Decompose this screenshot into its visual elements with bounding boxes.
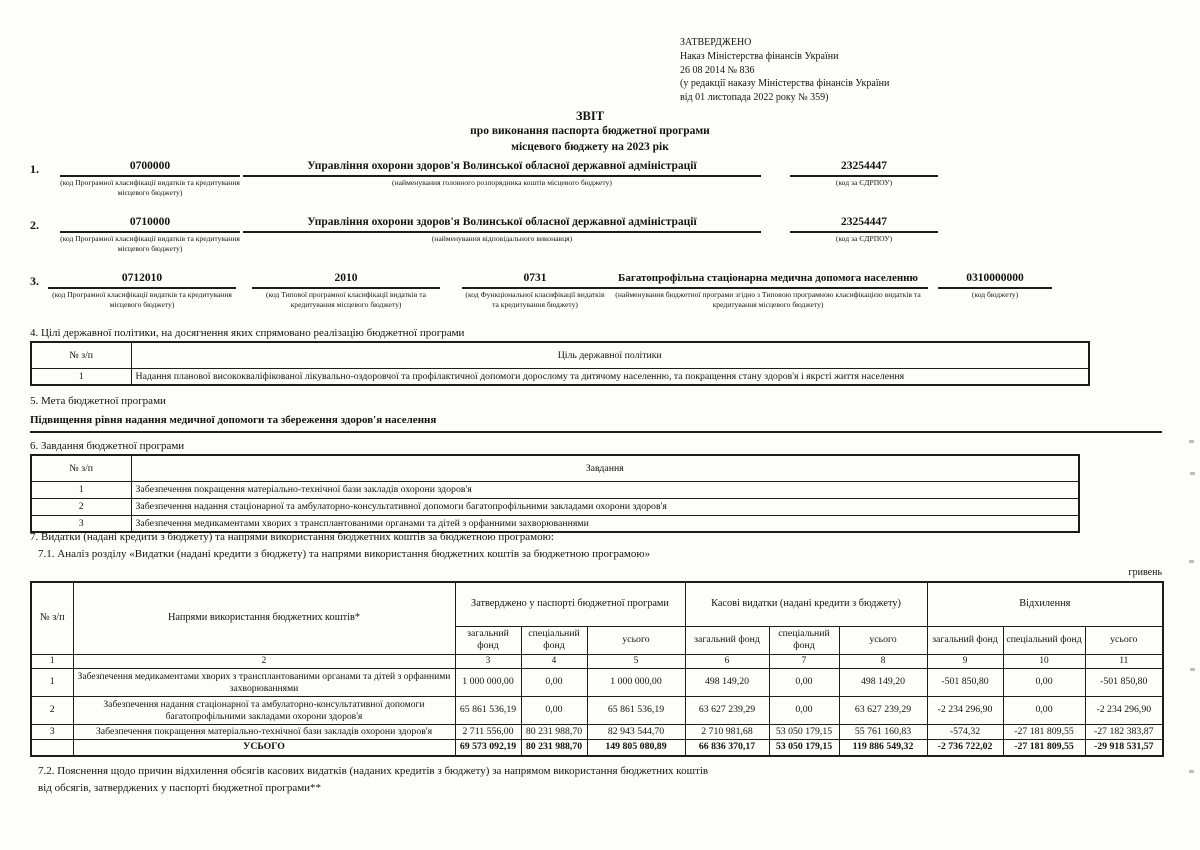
goals-col-num: № з/п bbox=[31, 342, 131, 368]
cell-value: 498 149,20 bbox=[685, 669, 769, 697]
item-1-name-field bbox=[243, 160, 761, 188]
functional-code-label: (код Функціональної класифікації видатків та кредитування бюджету) bbox=[465, 290, 605, 309]
row-num: 2 bbox=[31, 697, 73, 725]
total-value: 66 836 370,17 bbox=[685, 740, 769, 756]
cell-value: 2 710 981,68 bbox=[685, 725, 769, 740]
col-directions-header: Напрями використання бюджетних коштів* bbox=[73, 582, 455, 654]
scan-artifact bbox=[1189, 770, 1194, 773]
cell-value: 63 627 239,29 bbox=[839, 697, 927, 725]
item-1-number: 1. bbox=[30, 162, 39, 176]
col-index: 8 bbox=[839, 654, 927, 669]
cell-value: 82 943 544,70 bbox=[587, 725, 685, 740]
program-code-label: (код Програмної класифікації видатків та кредитування місцевого бюджету) bbox=[60, 178, 240, 197]
item-2-program-code-field bbox=[60, 216, 240, 254]
document-title bbox=[0, 109, 1180, 155]
expenditure-analysis-table bbox=[30, 581, 1164, 757]
item-3-budget-code-field bbox=[938, 272, 1052, 300]
program-code: 0700000 bbox=[60, 160, 240, 177]
cell-value: 0,00 bbox=[521, 669, 587, 697]
col-index: 7 bbox=[769, 654, 839, 669]
col-index: 3 bbox=[455, 654, 521, 669]
subcol-total: усього bbox=[839, 626, 927, 654]
col-index: 11 bbox=[1085, 654, 1163, 669]
approval-block bbox=[680, 36, 889, 105]
goals-table bbox=[30, 341, 1090, 386]
cell-value: 0,00 bbox=[521, 697, 587, 725]
tasks-col-num: № з/п bbox=[31, 455, 131, 481]
cell-value: 0,00 bbox=[769, 669, 839, 697]
cell-value: -501 850,80 bbox=[1085, 669, 1163, 697]
row-direction: Забезпечення медикаментами хворих з трансплантованими органами та дітей з орфанними захворюваннями bbox=[73, 669, 455, 697]
total-value: 149 805 080,89 bbox=[587, 740, 685, 756]
goals-header-row bbox=[31, 342, 1089, 368]
functional-code: 0731 bbox=[462, 272, 608, 289]
task-num: 2 bbox=[31, 498, 131, 515]
cell-value: 65 861 536,19 bbox=[587, 697, 685, 725]
col-index: 6 bbox=[685, 654, 769, 669]
subcol-general-fund: загальний фонд bbox=[927, 626, 1003, 654]
tasks-row bbox=[31, 498, 1079, 515]
task-text: Забезпечення покращення матеріально-технічної бази закладів охорони здоров'я bbox=[131, 481, 1079, 498]
col-index: 2 bbox=[73, 654, 455, 669]
cell-value: 0,00 bbox=[1003, 697, 1085, 725]
cell-value: 63 627 239,29 bbox=[685, 697, 769, 725]
column-index-row bbox=[31, 654, 1163, 669]
cell-value: 1 000 000,00 bbox=[455, 669, 521, 697]
cell-value: 55 761 160,83 bbox=[839, 725, 927, 740]
section-5-title: 5. Мета бюджетної програми bbox=[30, 395, 166, 407]
program-goal-text: Підвищення рівня надання медичної допомоги та збереження здоров'я населення bbox=[30, 414, 437, 426]
cell-value: -2 234 296,90 bbox=[927, 697, 1003, 725]
task-text: Забезпечення медикаментами хворих з трансплантованими органами та дітей з орфанними захворюваннями bbox=[131, 515, 1079, 532]
cell-value: 1 000 000,00 bbox=[587, 669, 685, 697]
edrpou-label: (код за ЄДРПОУ) bbox=[835, 178, 893, 187]
item-3-functional-code-field bbox=[462, 272, 608, 310]
cell-value: 65 861 536,19 bbox=[455, 697, 521, 725]
section-6-title: 6. Завдання бюджетної програми bbox=[30, 440, 185, 452]
goal-text: Надання планової висококваліфікованої лікувально-оздоровчої та профілактичної допомоги дорослому та дитячому населенню, та покращення стану здоров'я і якрсті життя населення bbox=[131, 368, 1089, 385]
tasks-row bbox=[31, 515, 1079, 532]
responsible-executor-label: (найменування відповідального виконавця) bbox=[431, 234, 573, 243]
col-index: 4 bbox=[521, 654, 587, 669]
subcol-special-fund: спеціальний фонд bbox=[521, 626, 587, 654]
subcol-total: усього bbox=[587, 626, 685, 654]
tasks-row bbox=[31, 481, 1079, 498]
total-value: -27 181 809,55 bbox=[1003, 740, 1085, 756]
budget-code: 0310000000 bbox=[938, 272, 1052, 289]
approval-line: 26 08 2014 № 836 bbox=[680, 64, 755, 76]
scan-artifact bbox=[1190, 668, 1195, 671]
col-num-header: № з/п bbox=[31, 582, 73, 654]
section-7-title: 7. Видатки (надані кредити з бюджету) та напрями використання бюджетних коштів за бюджетною програмою: bbox=[30, 531, 554, 543]
col-index: 9 bbox=[927, 654, 1003, 669]
total-value: 80 231 988,70 bbox=[521, 740, 587, 756]
cell-value: 2 711 556,00 bbox=[455, 725, 521, 740]
section-7-1-subtitle: 7.1. Аналіз розділу «Видатки (надані кредити з бюджету) та напрями використання бюджетних коштів за бюджетною програмою» bbox=[38, 548, 651, 560]
col-index: 10 bbox=[1003, 654, 1085, 669]
budget-program-name: Багатопрофільна стаціонарна медична допомога населенню bbox=[608, 272, 928, 289]
section-4-title: 4. Цілі державної політики, на досягнення яких спрямовано реалізацію бюджетної програми bbox=[30, 327, 465, 339]
program-code: 0712010 bbox=[48, 272, 236, 289]
subcol-general-fund: загальний фонд bbox=[685, 626, 769, 654]
budget-program-label: (найменування бюджетної програми згідно з Типовою програмною класифікацією видатків та кредитування місцевого бюджету) bbox=[615, 290, 921, 309]
title-line-3: місцевого бюджету на 2023 рік bbox=[511, 140, 669, 153]
item-2-name-field bbox=[243, 216, 761, 244]
program-goal-statement bbox=[30, 410, 1162, 433]
total-value: -2 736 722,02 bbox=[927, 740, 1003, 756]
subcol-special-fund: спеціальний фонд bbox=[1003, 626, 1085, 654]
tasks-table bbox=[30, 454, 1080, 533]
program-code-label: (код Програмної класифікації видатків та кредитування місцевого бюджету) bbox=[52, 290, 232, 309]
scan-artifact bbox=[1189, 560, 1194, 563]
approval-line: ЗАТВЕРДЖЕНО bbox=[680, 37, 752, 48]
section-7-2-text bbox=[38, 763, 1098, 797]
row-direction: Забезпечення покращення матеріально-технічної бази закладів охорони здоров'я bbox=[73, 725, 455, 740]
row-num: 1 bbox=[31, 669, 73, 697]
subcol-general-fund: загальний фонд bbox=[455, 626, 521, 654]
group-deviation-header: Відхилення bbox=[927, 582, 1163, 626]
section-7-2-line-1: 7.2. Пояснення щодо причин відхилення обсягів касових видатків (наданих кредитів з бюджету) за напрямом використання бюджетних коштів bbox=[38, 765, 709, 777]
edrpou-code: 23254447 bbox=[790, 160, 938, 177]
approval-line: від 01 листопада 2022 року № 359) bbox=[680, 92, 829, 104]
group-approved-header: Затверджено у паспорті бюджетної програми bbox=[455, 582, 685, 626]
expenditure-header-row bbox=[31, 582, 1163, 626]
scan-artifact bbox=[1189, 440, 1194, 443]
total-label: УСЬОГО bbox=[73, 740, 455, 756]
row-num: 3 bbox=[31, 725, 73, 740]
item-2-edrpou-field bbox=[790, 216, 938, 244]
total-value: 69 573 092,19 bbox=[455, 740, 521, 756]
cell-value: -501 850,80 bbox=[927, 669, 1003, 697]
subcol-special-fund: спеціальний фонд bbox=[769, 626, 839, 654]
total-empty-cell bbox=[31, 740, 73, 756]
approval-line: Наказ Міністерства фінансів України bbox=[680, 50, 839, 62]
cell-value: 80 231 988,70 bbox=[521, 725, 587, 740]
task-text: Забезпечення надання стаціонарної та амбулаторно-консультативної допомоги багатопрофільними закладами охорони здоров'я bbox=[131, 498, 1079, 515]
currency-note: гривень bbox=[1128, 567, 1162, 578]
cell-value: -27 181 809,55 bbox=[1003, 725, 1085, 740]
program-code: 0710000 bbox=[60, 216, 240, 233]
program-code-label: (код Програмної класифікації видатків та кредитування місцевого бюджету) bbox=[60, 234, 240, 253]
typical-program-code: 2010 bbox=[252, 272, 440, 289]
cell-value: 53 050 179,15 bbox=[769, 725, 839, 740]
tasks-col-task: Завдання bbox=[131, 455, 1079, 481]
item-3-program-name-field bbox=[608, 272, 928, 310]
total-value: 119 886 549,32 bbox=[839, 740, 927, 756]
edrpou-label: (код за ЄДРПОУ) bbox=[835, 234, 893, 243]
cell-value: 0,00 bbox=[769, 697, 839, 725]
total-value: 53 050 179,15 bbox=[769, 740, 839, 756]
cell-value: 498 149,20 bbox=[839, 669, 927, 697]
expenditure-row bbox=[31, 697, 1163, 725]
cell-value: 0,00 bbox=[1003, 669, 1085, 697]
approval-line: (у редакції наказу Міністерства фінансів України bbox=[680, 78, 890, 90]
goals-col-goal: Ціль державної політики bbox=[131, 342, 1089, 368]
item-3-typical-code-field bbox=[252, 272, 440, 310]
item-3-number: 3. bbox=[30, 274, 39, 288]
subcol-total: усього bbox=[1085, 626, 1163, 654]
scan-artifact bbox=[1190, 472, 1195, 475]
item-2-number: 2. bbox=[30, 218, 39, 232]
group-cash-header: Касові видатки (надані кредити з бюджету) bbox=[685, 582, 927, 626]
goal-num: 1 bbox=[31, 368, 131, 385]
col-index: 1 bbox=[31, 654, 73, 669]
main-administrator-label: (найменування головного розпорядника коштів місцевого бюджету) bbox=[392, 178, 612, 187]
task-num: 1 bbox=[31, 481, 131, 498]
cell-value: -574,32 bbox=[927, 725, 1003, 740]
cell-value: -2 234 296,90 bbox=[1085, 697, 1163, 725]
row-direction: Забезпечення надання стаціонарної та амбулаторно-консультативної допомоги багатопрофільними закладами охорони здоров'я bbox=[73, 697, 455, 725]
budget-code-label: (код бюджету) bbox=[971, 290, 1019, 299]
main-administrator-name: Управління охорони здоров'я Волинської обласної державної адміністрації bbox=[243, 160, 761, 177]
tasks-header-row bbox=[31, 455, 1079, 481]
goals-row bbox=[31, 368, 1089, 385]
cell-value: -27 182 383,87 bbox=[1085, 725, 1163, 740]
item-1-program-code-field bbox=[60, 160, 240, 198]
expenditure-row bbox=[31, 725, 1163, 740]
col-index: 5 bbox=[587, 654, 685, 669]
total-value: -29 918 531,57 bbox=[1085, 740, 1163, 756]
task-num: 3 bbox=[31, 515, 131, 532]
edrpou-code: 23254447 bbox=[790, 216, 938, 233]
section-7-2-line-2: від обсягів, затверджених у паспорті бюджетної програми** bbox=[38, 782, 322, 795]
item-1-edrpou-field bbox=[790, 160, 938, 188]
title-line-2: про виконання паспорта бюджетної програми bbox=[470, 125, 710, 137]
typical-program-code-label: (код Типової програмної класифікації видатків та кредитування місцевого бюджету) bbox=[265, 290, 426, 309]
responsible-executor-name: Управління охорони здоров'я Волинської обласної державної адміністрації bbox=[243, 216, 761, 233]
title-line-1: ЗВІТ bbox=[575, 109, 605, 123]
item-3-program-code-field bbox=[48, 272, 236, 310]
expenditure-row bbox=[31, 669, 1163, 697]
total-row bbox=[31, 740, 1163, 756]
